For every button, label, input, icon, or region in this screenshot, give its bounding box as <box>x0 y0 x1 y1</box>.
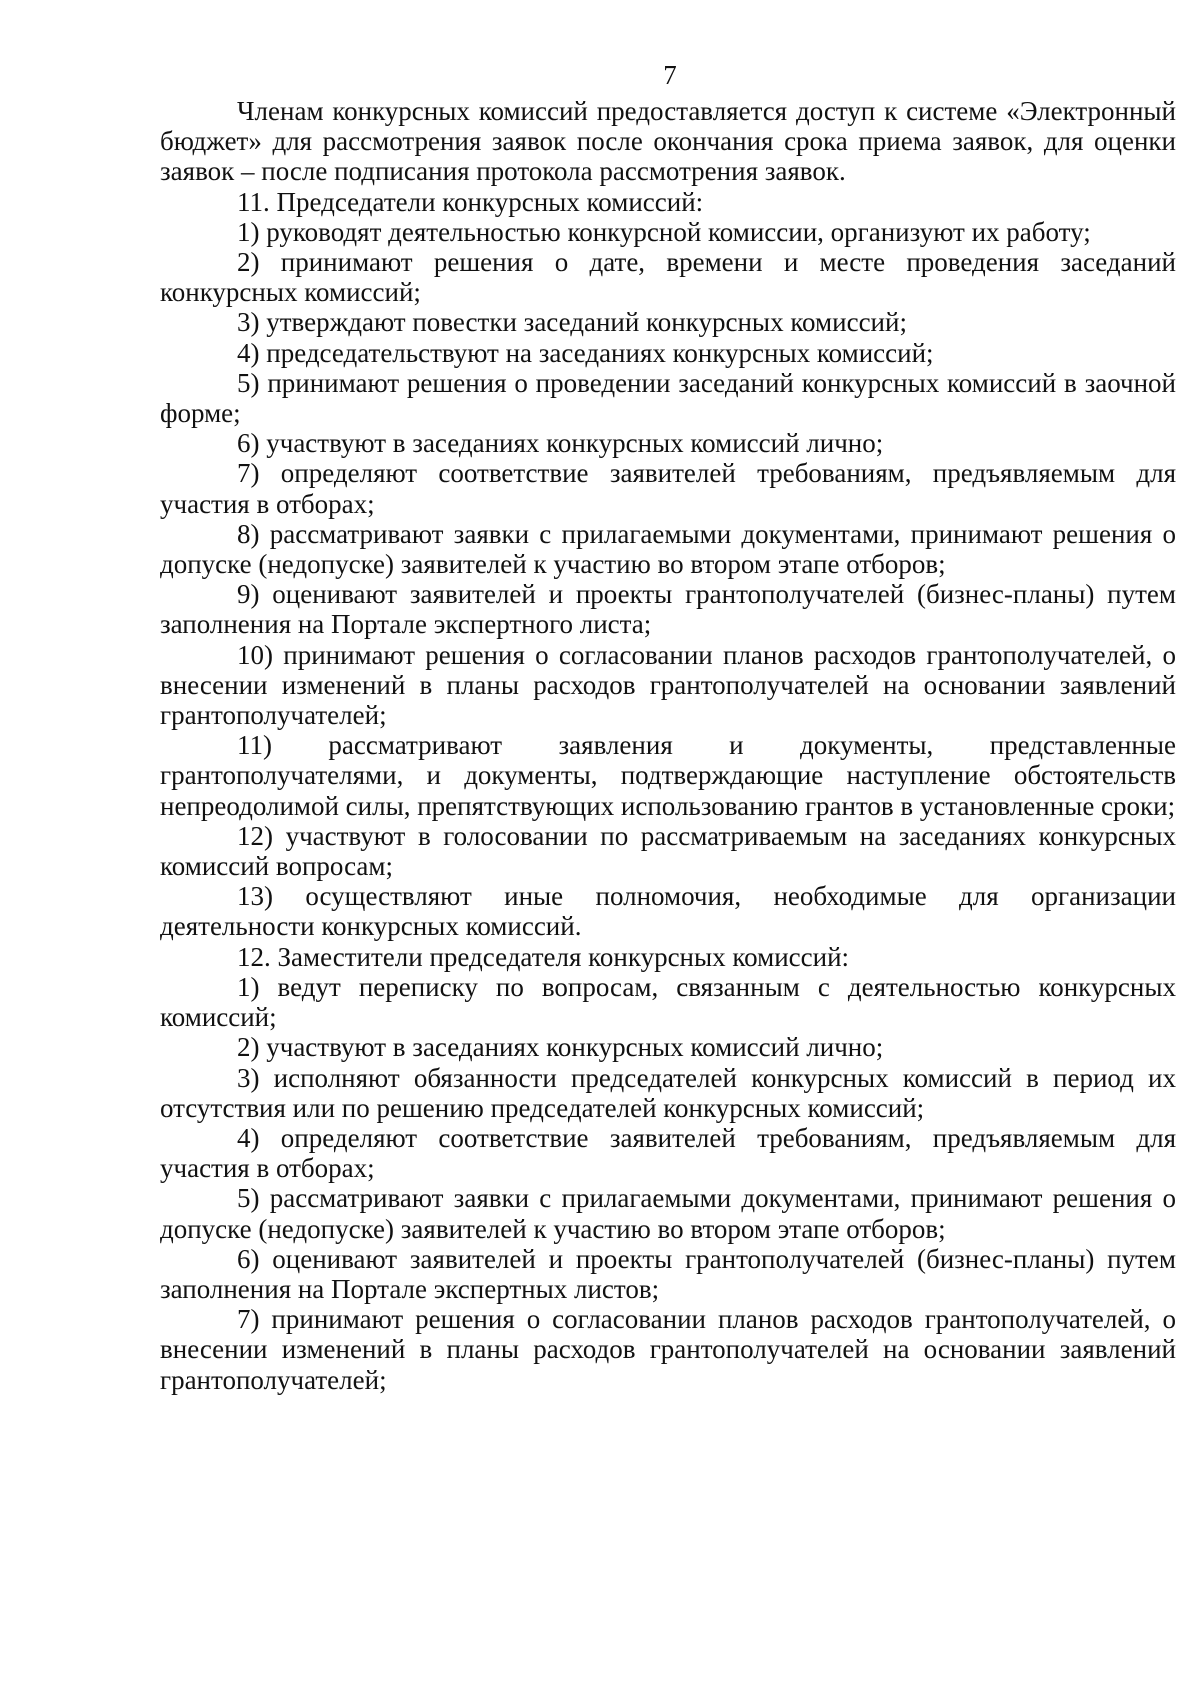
list-item: 6) оценивают заявителей и проекты грантополучателей (бизнес-планы) путем заполнения на Портале экспертных листов; <box>160 1243 1176 1304</box>
list-item: 4) председательствуют на заседаниях конкурсных комиссий; <box>237 337 934 368</box>
list-item: 3) утверждают повестки заседаний конкурсных комиссий; <box>237 307 907 338</box>
list-item: 1) ведут переписку по вопросам, связанным с деятельностью конкурсных комиссий; <box>160 971 1176 1033</box>
list-item: 3) исполняют обязанности председателей конкурсных комиссий в период их отсутствия или по решению председателей конкурсных комиссий; <box>160 1062 1176 1123</box>
list-item: 8) рассматривают заявки с прилагаемыми документами, принимают решения о допуске (недопуске) заявителей к участию во втором этапе отборов; <box>160 518 1176 580</box>
list-item: 2) принимают решения о дате, времени и месте проведения заседаний конкурсных комиссий; <box>160 247 1176 308</box>
list-item: 12) участвуют в голосовании по рассматриваемым на заседаниях конкурсных комиссий вопросам; <box>160 820 1176 882</box>
list-item: 2) участвуют в заседаниях конкурсных комиссий лично; <box>237 1032 884 1063</box>
section-11-heading: 11. Председатели конкурсных комиссий: <box>237 186 704 217</box>
page-number: 7 <box>663 60 677 90</box>
list-item: 7) принимают решения о согласовании планов расходов грантополучателей, о внесении изменений в планы расходов грантополучателей на основании заявлений грантополучателей; <box>160 1304 1176 1395</box>
list-item: 5) принимают решения о проведении заседаний конкурсных комиссий в заочной форме; <box>160 367 1176 429</box>
list-item: 7) определяют соответствие заявителей требованиям, предъявляемым для участия в отборах; <box>160 458 1176 519</box>
paragraph-access-intro: Членам конкурсных комиссий предоставляется доступ к системе «Электронный бюджет» для рассмотрения заявок после окончания срока приема заявок, для оценки заявок – после подписания протокола рассмотрения заявок. <box>160 96 1176 187</box>
document-body <box>160 96 1176 1395</box>
list-item: 1) руководят деятельностью конкурсной комиссии, организуют их работу; <box>237 216 1091 247</box>
list-item: 5) рассматривают заявки с прилагаемыми документами, принимают решения о допуске (недопуске) заявителей к участию во втором этапе отборов; <box>160 1183 1176 1244</box>
list-item: 13) осуществляют иные полномочия, необходимые для организации деятельности конкурсных комиссий. <box>160 881 1176 942</box>
list-item: 11) рассматривают заявления и документы, представленные грантополучателями, и документы, подтверждающие наступление обстоятельств непреодолимой силы, препятствующих использованию грантов в установленные сроки; <box>160 730 1176 821</box>
list-item: 10) принимают решения о согласовании планов расходов грантополучателей, о внесении изменений в планы расходов грантополучателей на основании заявлений грантополучателей; <box>160 639 1176 731</box>
section-12-heading: 12. Заместители председателя конкурсных комиссий: <box>237 941 850 972</box>
list-item: 4) определяют соответствие заявителей требованиям, предъявляемым для участия в отборах; <box>160 1122 1176 1184</box>
list-item: 9) оценивают заявителей и проекты грантополучателей (бизнес-планы) путем заполнения на Портале экспертного листа; <box>160 579 1176 640</box>
list-item: 6) участвуют в заседаниях конкурсных комиссий лично; <box>237 428 884 459</box>
